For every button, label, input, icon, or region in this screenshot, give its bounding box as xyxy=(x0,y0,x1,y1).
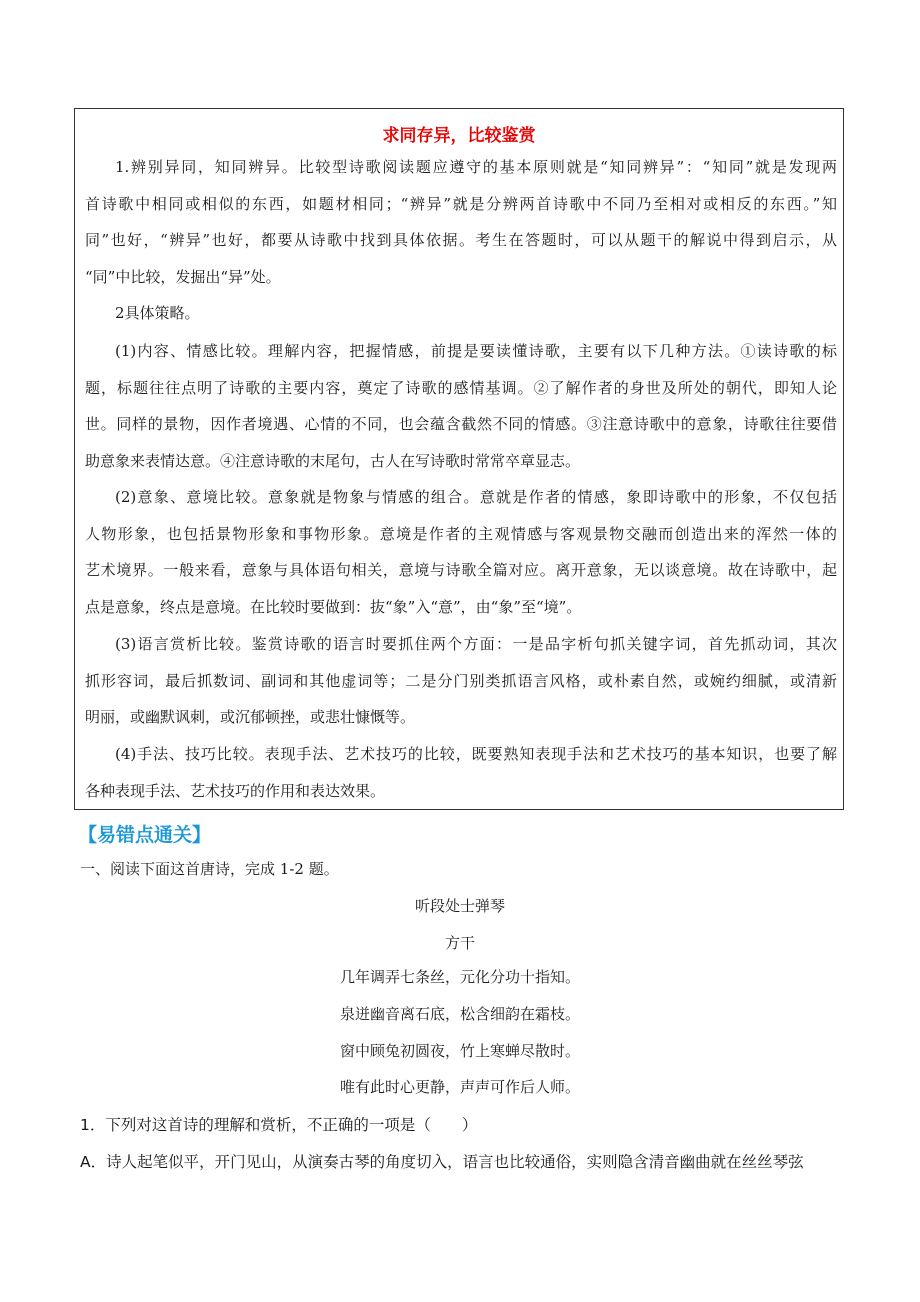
paragraph-5 xyxy=(85,626,837,736)
text-line: 各种表现手法、艺术技巧的作用和表达效果。 xyxy=(85,781,386,800)
poem-line: 窗中顾兔初圆夜，竹上寒蝉尽散时。 xyxy=(339,1042,580,1060)
text-line: “同”中比较，发掘出“异”处。 xyxy=(85,267,281,286)
paragraph-6 xyxy=(85,736,837,809)
text-line: (1)内容、情感比较。理解内容，把握情感，前提是要读懂诗歌，主要有以下几种方法。①读诗歌的标 xyxy=(115,342,837,360)
strategy-box xyxy=(74,108,844,810)
section-heading: 【易错点通关】 xyxy=(78,824,212,846)
text-line: 点是意象，终点是意境。在比较时要做到：抜“象”入“意”，由“象”至“境”。 xyxy=(85,597,582,616)
poem-title: 听段处士弹琴 xyxy=(414,897,505,915)
option-a: A．诗人起笔似平，开门见山，从演奏古琴的角度切入，语言也比较通俗，实则隐含清音幽曲就在丝丝琴弦 xyxy=(80,1153,804,1171)
text-line: 题，标题往往点明了诗歌的主要内容，奠定了诗歌的感情基调。②了解作者的身世及所处的朝代，即知人论 xyxy=(85,378,837,397)
paragraph-2 xyxy=(85,295,837,332)
poem-line: 几年调弄七条丝，元化分功十指知。 xyxy=(339,968,580,986)
text-line: (3)语言赏析比较。鉴赏诗歌的语言时要抓住两个方面：一是品字析句抓关键字词，首先抓动词，其次 xyxy=(115,635,837,653)
paragraph-4 xyxy=(85,479,837,625)
text-line: 抓形容词，最后抓数词、副词和其他虚词等；二是分门别类抓语言风格，或朴素自然，或婉约细腻，或清新 xyxy=(85,671,837,690)
text-line: 人物形象，也包括景物形象和事物形象。意境是作者的主观情感与客观景物交融而创造出来的浑然一体的 xyxy=(85,524,837,543)
text-line: 世。同样的景物，因作者境遇、心情的不同，也会蕴含截然不同的情感。③注意诗歌中的意象，诗歌往往要借 xyxy=(85,415,837,433)
text-line: 1.辨别异同，知同辨异。比较型诗歌阅读题应遵守的基本原则就是“知同辨异”：“知同”就是发现两 xyxy=(115,158,837,176)
question-stem: 1．下列对这首诗的理解和赏析，不正确的一项是（ ） xyxy=(80,1116,478,1134)
paragraph-1 xyxy=(85,149,837,295)
reading-instruction: 一、阅读下面这首唐诗，完成 1-2 题。 xyxy=(80,860,339,878)
text-line: 同”也好，“辨异”也好，都要从诗歌中找到具体依据。考生在答题时，可以从题干的解说中得到启示，从 xyxy=(85,231,837,249)
text-line: 明丽，或幽默讽刺，或沉郁顿挫，或悲壮慷慨等。 xyxy=(85,708,416,726)
poem-line: 泉迸幽音离石底，松含细韵在霜枝。 xyxy=(339,1005,580,1023)
text-line: (4)手法、技巧比较。表现手法、艺术技巧的比较，既要熟知表现手法和艺术技巧的基本知识，也要了解 xyxy=(115,745,837,763)
poem-author: 方干 xyxy=(444,934,475,952)
text-line: 艺术境界。一般来看，意象与具体语句相关，意境与诗歌全篇对应。离开意象，无以谈意境。故在诗歌中，起 xyxy=(85,561,837,579)
paragraph-3 xyxy=(85,333,837,479)
text-line: 助意象来表情达意。④注意诗歌的末尾句，古人在写诗歌时常常卒章显志。 xyxy=(85,451,581,470)
poem-line: 唯有此时心更静，声声可作后人师。 xyxy=(339,1078,580,1096)
text-line: (2)意象、意境比较。意象就是物象与情感的组合。意就是作者的情感，象即诗歌中的形象，不仅包括 xyxy=(115,488,837,506)
box-title: 求同存异，比较鉴赏 xyxy=(382,126,536,146)
text-line: 首诗歌中相同或相似的东西，如题材相同；“辨异”就是分辨两首诗歌中不同乃至相对或相反的东西。”知 xyxy=(85,194,837,213)
text-line: 2具体策略。 xyxy=(115,304,200,322)
